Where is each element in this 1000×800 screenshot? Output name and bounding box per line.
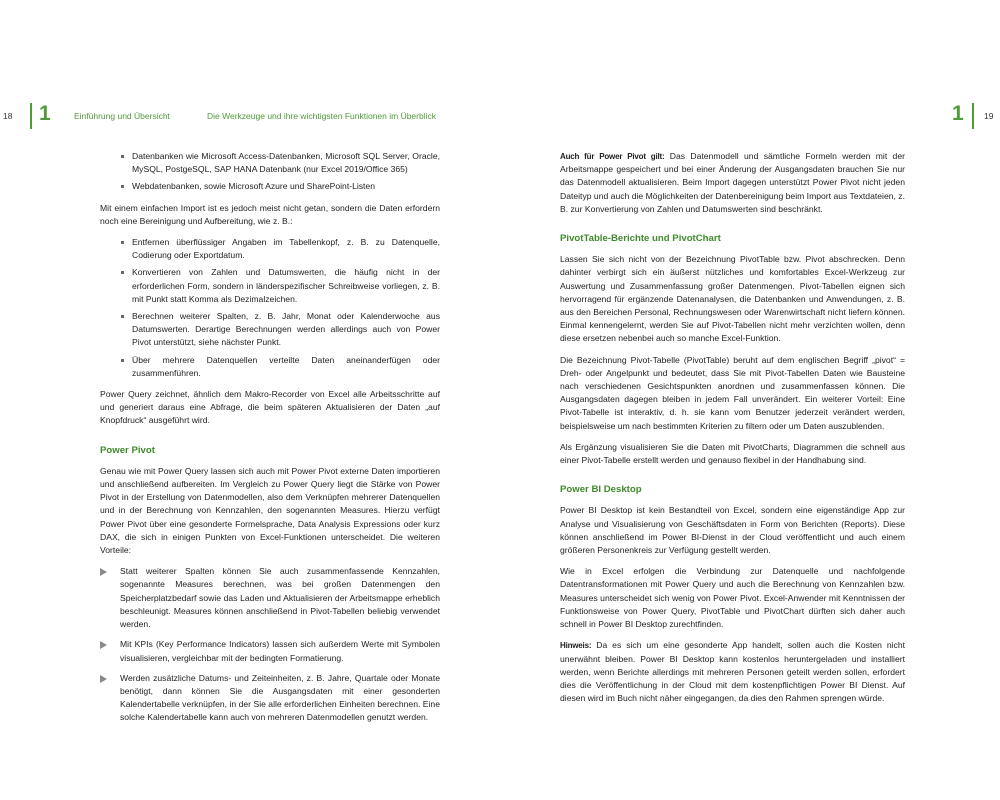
bullet-list-sources [100,150,440,194]
paragraph: Lassen Sie sich nicht von der Bezeichnung PivotTable bzw. Pivot abschrecken. Denn dahinter verbirgt sich ein äußerst nützliches und komfortables Excel-Werkzeug zur Auswertung und Zusammenfassung großer Datenmengen. Pivot-Tabellen eignen sich hervorragend für ergänzende Datenanalysen, die Datenbanken und Anwendungen, z. B. aus den Bereichen Personal, Rechnungswesen oder Warenwirtschaft nicht liefern können. Einmal kennengelernt, werden Sie auf Pivot-Tabellen nicht mehr verzichten wollen, denn diese ersetzen nebenbei auch so manche Excel-Funktion. [560,254,905,344]
list-item: Datenbanken wie Microsoft Access-Datenbanken, Microsoft SQL Server, Oracle, MySQL, PostgeSQL, SAP HANA Datenbank (nur Excel 2019/Office 365) [100,150,440,176]
paragraph [560,150,905,216]
paragraph: Power Query zeichnet, ähnlich dem Makro-Recorder von Excel alle Arbeitsschritte auf und generiert daraus eine Abfrage, die beim späteren Aktualisieren der Daten „auf Knopfdruck“ ausgeführt wird. [100,389,440,426]
list-item: Werden zusätzliche Datums- und Zeiteinheiten, z. B. Jahre, Quartale oder Monate benötigt, dann können Sie die Ausgangsdaten mit einer gesonderten Kalendertabelle verknüpfen, in der Sie alle erforderlichen Einheiten berechnen. Eine solche Kalendertabelle kann auch von mehreren Datenmodellen genutzt werden. [100,672,440,725]
chapter-number: 1 [952,102,964,125]
paragraph: Power BI Desktop ist kein Bestandteil von Excel, sondern eine eigenständige App zur Analyse und Visualisierung von Geschäftsdaten in Form von Berichten (Reports). Diese können anschließend im Power BI-Dienst in der Cloud veröffentlicht und auch einem größeren Personenkreis zur Verfügung gestellt werden. [560,505,905,556]
header-divider [972,103,974,129]
paragraph [560,639,905,705]
paragraph: Die Bezeichnung Pivot-Tabelle (PivotTable) beruht auf dem englischen Begriff „pivot“ = Dreh- oder Angelpunkt und bedeutet, dass Sie mit Pivot-Tabellen Daten wie Bausteine nach verschiedenen Gesichtspunkten anordnen und zusammenfassen können. Die Ausgangsdaten dagegen bleiben in jedem Fall unverändert. Ein weiterer Vorteil: Eine Pivot-Tabelle ist interaktiv, d. h. sie kann vom Benutzer jederzeit verändert werden, beispielsweise um nach bestimmten Kriterien zu filtern oder um Daten auszublenden. [560,354,905,431]
list-item: Statt weiterer Spalten können Sie auch zusammenfassende Kennzahlen, sogenannte Measures berechnen, was bei großen Datenmengen den Speicherplatzbedarf sowie das Laden und Aktualisieren der Arbeitsmappe erheblich beschleunigt. Measures können anschließend in Pivot-Tabellen beliebig verwendet werden. [100,565,440,631]
lead-label: Hinweis: [560,641,592,651]
section-heading-power-pivot: Power Pivot [100,444,155,456]
section-heading-power-bi: Power BI Desktop [560,484,642,496]
section-heading-pivottable: PivotTable-Berichte und PivotChart [560,233,721,245]
list-item: Webdatenbanken, sowie Microsoft Azure und SharePoint-Listen [100,180,440,193]
list-item: Entfernen überflüssiger Angaben im Tabellenkopf, z. B. zu Datenquelle, Codierung oder Exportdatum. [100,236,440,262]
page-number: 18 [3,111,13,121]
list-item: Mit KPIs (Key Performance Indicators) lassen sich außerdem Werte mit Symbolen visualisieren, vergleichbar mit der bedingten Formatierung. [100,638,440,664]
bullet-list-cleanup [100,236,440,380]
chapter-number: 1 [39,102,51,125]
text-column-left [100,150,440,733]
text-column-right [560,150,905,713]
paragraph: Genau wie mit Power Query lassen sich auch mit Power Pivot externe Daten importieren und anschließend aufbereiten. Im Vergleich zu Power Query liegt die Stärke von Power Pivot in der Erstellung von Datenmodellen, also dem Verknüpfen mehrerer Datenquellen und in der Berechnung von Kennzahlen, den sogenannten Measures. Hierzu verfügt Power Pivot über eine gesonderte Formelsprache, Data Analysis Expressions oder kurz DAX, die sich in einigen Punkten von Excel-Funktionen unterscheidet. Die weiteren Vorteile: [100,465,440,556]
page-number: 19 [984,111,994,121]
list-item: Berechnen weiterer Spalten, z. B. Jahr, Monat oder Kalenderwoche aus Datumswerten. Derartige Berechnungen werden allerdings auch von Power Pivot unterstützt, siehe nächster Punkt. [100,310,440,350]
lead-label: Auch für Power Pivot gilt: [560,152,665,161]
paragraph: Wie in Excel erfolgen die Verbindung zur Datenquelle und nachfolgende Datentransformationen mit Power Query und auch die Berechnung von Kennzahlen bzw. Measures unterscheidet sich wenig von Power Pivot. Excel-Anwender mit Kenntnissen der Funktionsweise von Power Query, PivotTable und PivotChart dürften sich daher auch schnell in Power BI Desktop zurechtfinden. [560,566,905,630]
triangle-list-advantages [100,565,440,724]
paragraph: Mit einem einfachen Import ist es jedoch meist nicht getan, sondern die Daten erfordern noch eine Bereinigung und Aufbereitung, wie z. B.: [100,202,440,226]
paragraph-text: Da es sich um eine gesonderte App handelt, sollen auch die Kosten nicht unerwähnt bleiben. Power BI Desktop kann kostenlos heruntergeladen und installiert werden, wenn Berichte allerdings mit mehreren Personen geteilt werden sollen, erfordert dies die Veröffentlichung in der Cloud mit dem kostenpflichtigen Power BI Dienst. Auf diesen wird im Buch nicht näher eingegangen, da dies den Rahmen sprengen würde. [560,640,905,704]
header-divider [30,103,32,129]
paragraph: Als Ergänzung visualisieren Sie die Daten mit PivotCharts, Diagrammen die schnell aus einer Pivot-Tabelle erstellt werden und genauso flexibel in der Handhabung sind. [560,441,905,466]
running-title: Die Werkzeuge und ihre wichtigsten Funktionen im Überblick [207,111,436,121]
running-title: Einführung und Übersicht [74,111,170,121]
list-item: Konvertieren von Zahlen und Datumswerten, die häufig nicht in der erforderlichen Form, sondern in länderspezifischer Schreibweise vorliegen, z. B. mit Punkt statt Komma als Dezimalzeichen. [100,266,440,306]
list-item: Über mehrere Datenquellen verteilte Daten aneinanderfügen oder zusammenführen. [100,354,440,380]
paragraph-text: Das Datenmodell und sämtliche Formeln werden mit der Arbeitsmappe gespeichert und bei einer Änderung der Ausgangsdaten brauchen Sie nur das Datenmodell aktualisieren. Beim Import dagegen unterstützt Power Pivot nicht jeden Dateityp und auch die Möglichkeiten der Datenbereinigung beim Import aus Textdateien, z. B. zur Konvertierung von Zahlen und Datumswerten sind beschränkt. [560,151,905,214]
